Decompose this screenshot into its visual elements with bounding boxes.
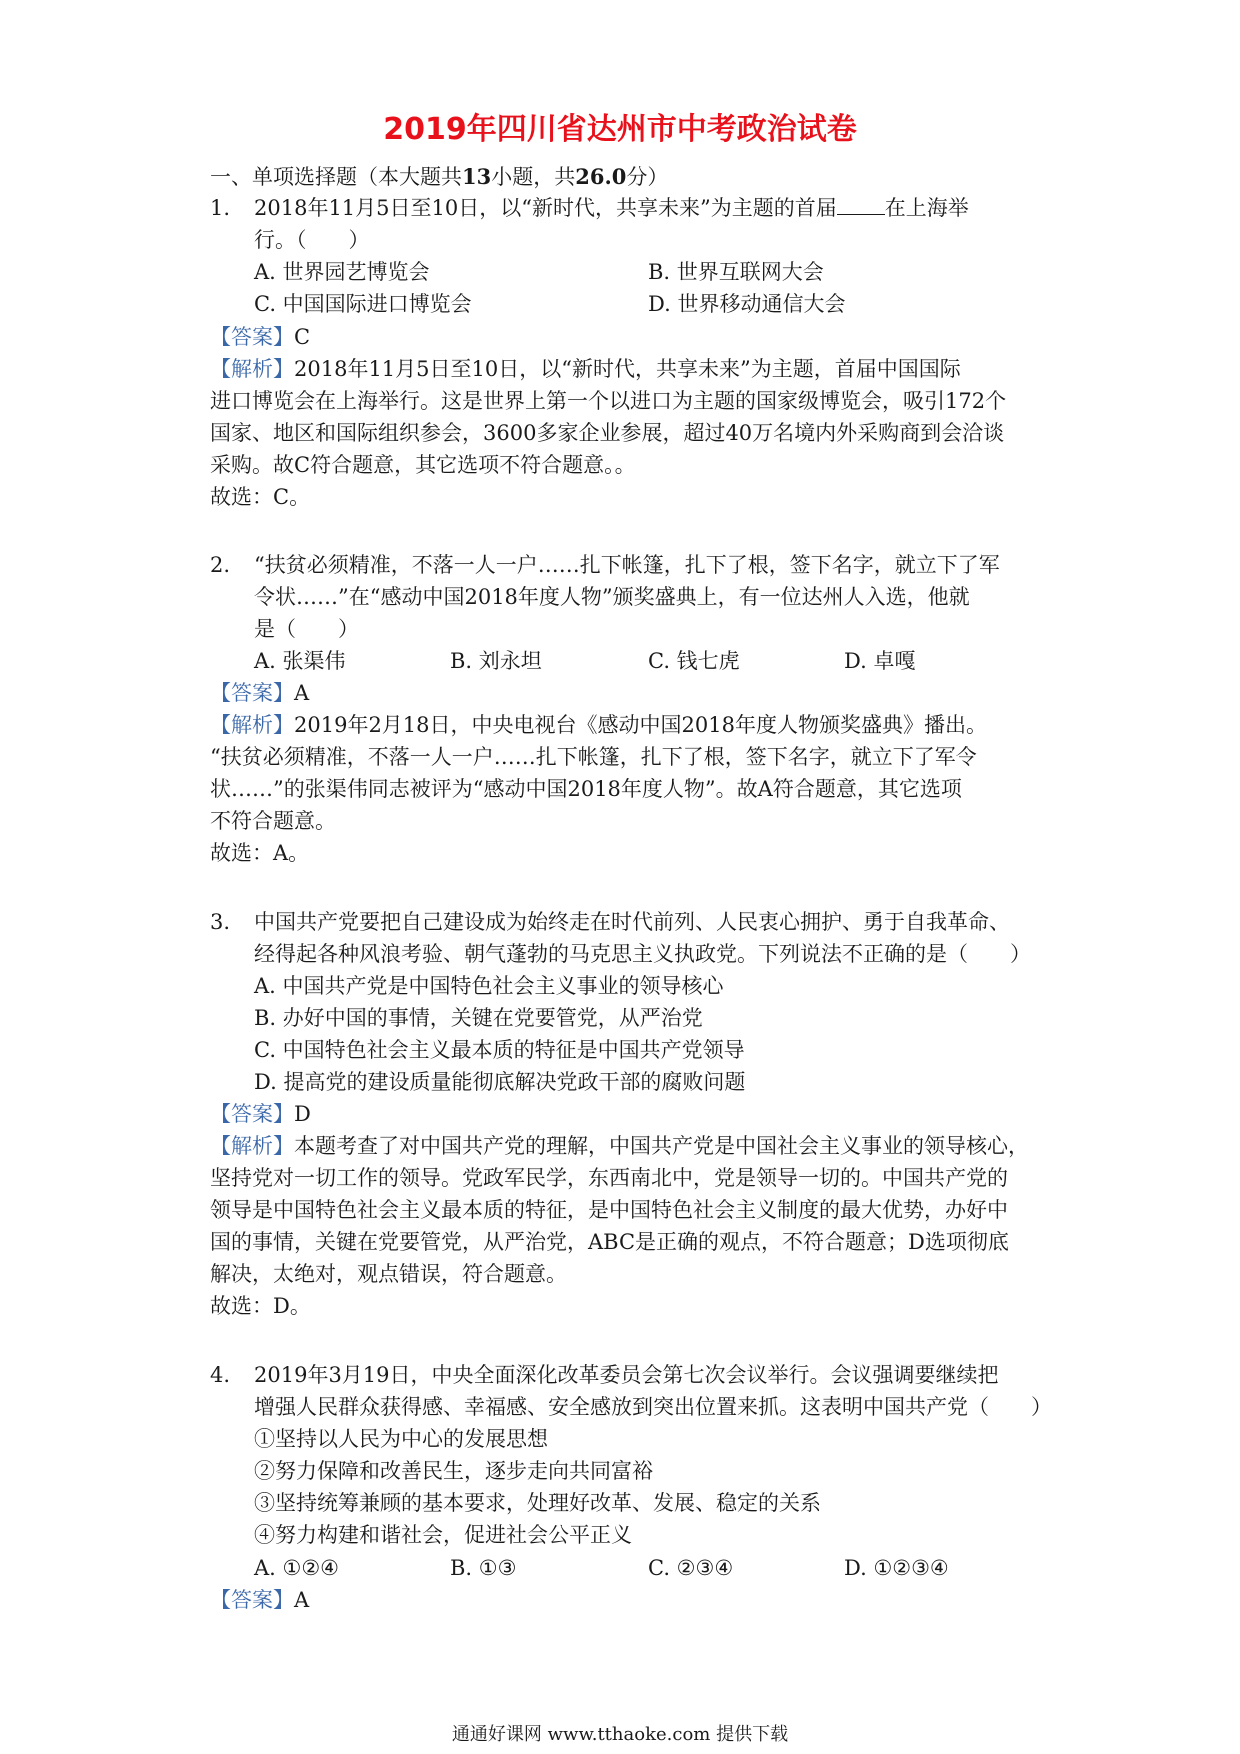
question-number: 1.: [210, 196, 231, 220]
question-stem-line: 是（ ）: [254, 617, 359, 641]
question-stem-line: 增强人民群众获得感、幸福感、安全感放到突出位置来抓。这表明中国共产党（ ）: [254, 1395, 1052, 1419]
question-stem-line: 中国共产党要把自己建设成为始终走在时代前列、人民衷心拥护、勇于自我革命、: [254, 910, 1010, 934]
question-number: 4.: [210, 1363, 231, 1387]
question-number: 2.: [210, 553, 231, 577]
section-prefix: 一、单项选择题（本大题共: [210, 165, 462, 189]
option-a: A. 张渠伟: [254, 649, 346, 673]
statement-item: ③坚持统筹兼顾的基本要求，处理好改革、发展、稳定的关系: [254, 1491, 821, 1515]
analysis-line: 领导是中国特色社会主义最本质的特征，是中国特色社会主义制度的最大优势，办好中: [210, 1198, 1008, 1222]
option-c: C. ②③④: [648, 1556, 734, 1580]
option-d: D. 世界移动通信大会: [648, 292, 846, 316]
choice-line: 故选：C。: [210, 485, 311, 509]
option-b: B. 刘永坦: [450, 649, 542, 673]
analysis-line: 国的事情，关键在党要管党，从严治党，ABC是正确的观点，不符合题意；D选项彻底: [210, 1230, 1009, 1254]
question-stem-line: 经得起各种风浪考验、朝气蓬勃的马克思主义执政党。下列说法不正确的是（ ）: [254, 942, 1031, 966]
fill-blank: [837, 194, 885, 215]
question-stem-line: 令状……”在“感动中国2018年度人物”颁奖盛典上，有一位达州人入选，他就: [254, 585, 970, 609]
option-d: D. 提高党的建设质量能彻底解决党政干部的腐败问题: [254, 1070, 746, 1094]
analysis-line: “扶贫必须精准，不落一人一户……扎下帐篷，扎下了根，签下名字，就立下了军令: [210, 745, 977, 769]
page-footer: 通通好课网 www.tthaoke.com 提供下载: [451, 1724, 789, 1745]
question-stem-line: “扶贫必须精准，不落一人一户……扎下帐篷，扎下了根，签下名字，就立下了军: [254, 553, 1000, 577]
answer-line: [210, 321, 310, 353]
choice-line: 故选：D。: [210, 1294, 311, 1318]
option-c: C. 钱七虎: [648, 649, 740, 673]
analysis-text: 2018年11月5日至10日，以“新时代，共享未来”为主题，首届中国国际: [294, 357, 961, 381]
question-stem-line: [254, 192, 969, 224]
analysis-line: 不符合题意。: [210, 809, 336, 833]
option-a: A. 中国共产党是中国特色社会主义事业的领导核心: [254, 974, 724, 998]
section-heading: [210, 161, 668, 193]
option-b: B. 世界互联网大会: [648, 260, 824, 284]
option-a: A. ①②④: [254, 1556, 339, 1580]
answer-value: A: [294, 1588, 310, 1612]
section-mid: 小题，共: [491, 165, 576, 189]
page-title: 2019年四川省达州市中考政治试卷: [383, 112, 857, 147]
analysis-line: 国家、地区和国际组织参会，3600多家企业参展，超过40万名境内外采购商到会洽谈: [210, 421, 1005, 445]
analysis-line: 状……”的张渠伟同志被评为“感动中国2018年度人物”。故A符合题意，其它选项: [210, 777, 962, 801]
answer-value: A: [294, 681, 310, 705]
answer-line: [210, 1584, 309, 1616]
analysis-tag: 【解析】: [210, 713, 294, 737]
question-stem-line: 2019年3月19日，中央全面深化改革委员会第七次会议举行。会议强调要继续把: [254, 1363, 999, 1387]
analysis-line: 进口博览会在上海举行。这是世界上第一个以进口为主题的国家级博览会，吸引172个: [210, 389, 1007, 413]
option-b: B. ①③: [450, 1556, 517, 1580]
analysis-text: 2019年2月18日，中央电视台《感动中国2018年度人物颁奖盛典》播出。: [294, 713, 987, 737]
option-a: A. 世界园艺博览会: [254, 260, 430, 284]
section-suffix: 分）: [626, 165, 669, 189]
option-c: C. 中国特色社会主义最本质的特征是中国共产党领导: [254, 1038, 745, 1062]
answer-tag: 【答案】: [210, 325, 294, 349]
stem-text: 在上海举: [884, 196, 969, 220]
analysis-line: [210, 353, 961, 385]
analysis-tag: 【解析】: [210, 1134, 294, 1158]
choice-line: 故选：A。: [210, 841, 310, 865]
analysis-line: [210, 1130, 1029, 1162]
section-score: 26.0: [575, 164, 627, 189]
option-c: C. 中国国际进口博览会: [254, 292, 472, 316]
answer-value: C: [294, 325, 311, 349]
option-d: D. 卓嘎: [844, 649, 916, 673]
analysis-line: 解决，太绝对，观点错误，符合题意。: [210, 1262, 567, 1286]
analysis-line: 采购。故C符合题意，其它选项不符合题意。。: [210, 453, 636, 477]
stem-text: 2018年11月5日至10日，以“新时代，共享未来”为主题的首届: [254, 196, 837, 220]
option-d: D. ①②③④: [844, 1556, 949, 1580]
question-stem-line: 行。（ ）: [254, 228, 370, 252]
answer-line: [210, 677, 309, 709]
option-b: B. 办好中国的事情，关键在党要管党，从严治党: [254, 1006, 703, 1030]
statement-item: ②努力保障和改善民生，逐步走向共同富裕: [254, 1459, 653, 1483]
answer-tag: 【答案】: [210, 681, 294, 705]
answer-value: D: [294, 1102, 311, 1126]
question-number: 3.: [210, 910, 231, 934]
statement-item: ①坚持以人民为中心的发展思想: [254, 1427, 548, 1451]
section-count: 13: [462, 164, 492, 189]
statement-item: ④努力构建和谐社会，促进社会公平正义: [254, 1523, 632, 1547]
analysis-tag: 【解析】: [210, 357, 294, 381]
answer-line: [210, 1098, 311, 1130]
analysis-line: [210, 709, 987, 741]
answer-tag: 【答案】: [210, 1588, 294, 1612]
analysis-text: 本题考查了对中国共产党的理解，中国共产党是中国社会主义事业的领导核心，: [294, 1134, 1029, 1158]
analysis-line: 坚持党对一切工作的领导。党政军民学，东西南北中，党是领导一切的。中国共产党的: [210, 1166, 1008, 1190]
answer-tag: 【答案】: [210, 1102, 294, 1126]
